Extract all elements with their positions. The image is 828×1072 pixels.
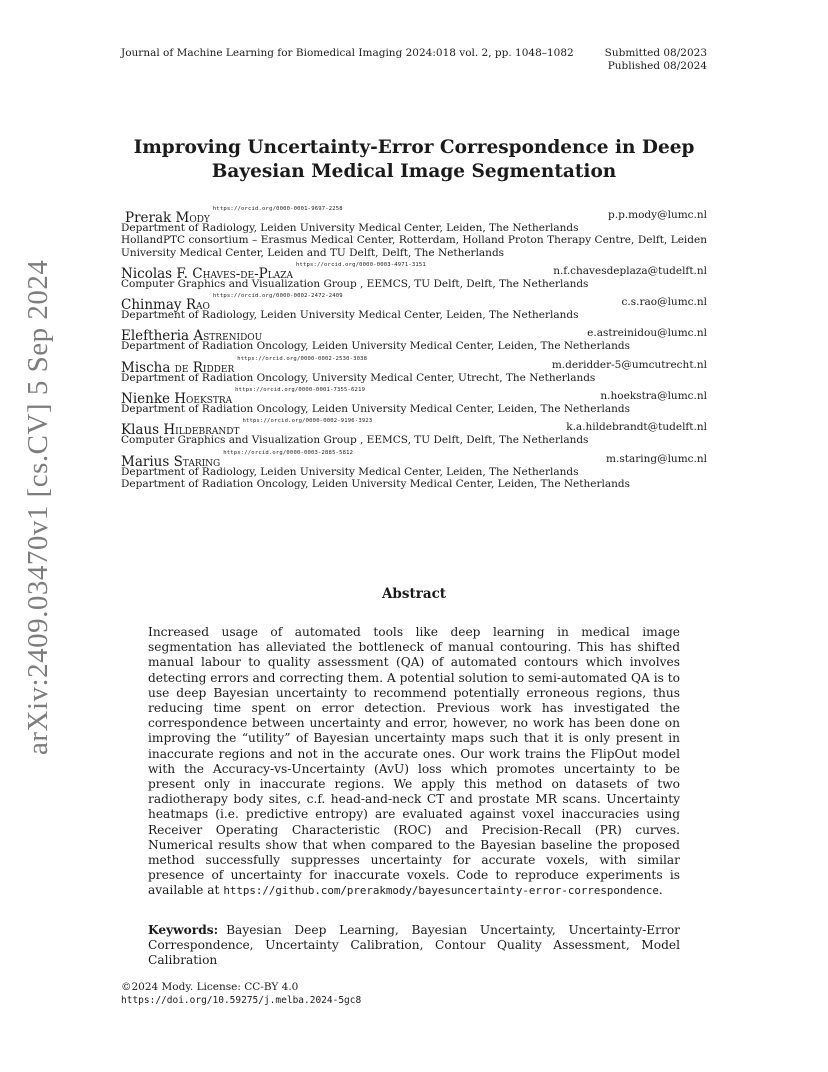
author-email[interactable]: n.f.chavesdeplaza@tudelft.nl bbox=[553, 264, 707, 277]
author-block bbox=[121, 419, 707, 446]
author-name: Prerak Mody bbox=[125, 210, 210, 226]
abstract-heading: Abstract bbox=[381, 586, 447, 602]
keywords-text: Bayesian Deep Learning, Bayesian Uncertainty, Uncertainty-Error Correspondence, Uncertainty Calibration, Contour Quality Assessment, Model Calibration bbox=[148, 923, 680, 968]
submission-dates bbox=[605, 47, 707, 73]
author-block bbox=[121, 325, 707, 352]
author-email[interactable]: k.a.hildebrandt@tudelft.nl bbox=[566, 421, 707, 434]
author-email[interactable]: m.staring@lumc.nl bbox=[606, 452, 707, 465]
author-email[interactable]: e.astreinidou@lumc.nl bbox=[587, 327, 707, 340]
orcid-link[interactable]: https://orcid.org/0000-0001-7355-6219 bbox=[235, 387, 366, 394]
author-name: Mischa de Ridder bbox=[121, 359, 235, 376]
abstract-text: Increased usage of automated tools like deep learning in medical image segmentation has alleviated the bottleneck of manual contouring. This has shifted manual labour to quality assessment (QA) of automated contours which involves detecting errors and correcting them. A potential solution to semi-automated QA is to use deep Bayesian uncertainty to recommend potentially erroneous regions, thus reducing time spent on error detection. Previous work has investigated the correspondence between uncertainty and error, however, no work has been done on improving the “utility” of Bayesian uncertainty maps such that it is only present in inaccurate regions and not in the accurate ones. Our work trains the FlipOut model with the Accuracy-vs-Uncertainty (AvU) loss which promotes uncertainty to be present only in inaccurate regions. We apply this method on datasets of two radiotherapy body sites, c.f. head-and-neck CT and prostate MR scans. Uncertainty heatmaps (i.e. predictive entropy) are evaluated against voxel inaccuracies using Receiver Operating Characteristic (ROC) and Precision-Recall (PR) curves. Numerical results show that when compared to the Bayesian baseline the proposed method successfully suppresses uncertainty for accurate voxels, with similar presence of uncertainty for inaccurate voxels. Code to reproduce experiments is available at bbox=[148, 625, 680, 898]
author-name: Chinmay Rao bbox=[121, 297, 210, 314]
affiliation: Department of Radiation Oncology, University Medical Center, Utrecht, The Netherlands bbox=[121, 371, 596, 384]
author-email[interactable]: n.hoekstra@lumc.nl bbox=[600, 390, 707, 403]
author-name: Klaus Hildebrandt bbox=[121, 422, 240, 439]
orcid-link[interactable]: https://orcid.org/0000-0002-2530-3038 bbox=[237, 355, 368, 362]
orcid-link[interactable]: https://orcid.org/0000-0001-9697-2258 bbox=[212, 206, 343, 212]
affiliation: Computer Graphics and Visualization Group , EEMCS, TU Delft, Delft, The Netherlands bbox=[121, 434, 589, 447]
orcid-link[interactable]: https://orcid.org/0000-0003-2885-5812 bbox=[223, 449, 354, 456]
submitted-date: Submitted 08/2023 bbox=[604, 47, 707, 59]
doi-link[interactable]: https://doi.org/10.59275/j.melba.2024-5gc8 bbox=[121, 995, 362, 1006]
author-email[interactable]: c.s.rao@lumc.nl bbox=[621, 296, 707, 309]
author-name: Eleftheria Astrenidou bbox=[121, 328, 263, 345]
author-block bbox=[121, 207, 707, 259]
published-date: Published 08/2024 bbox=[607, 60, 707, 72]
license-text: ©2024 Mody. License: CC-BY 4.0 bbox=[121, 981, 299, 993]
title-line-1: Improving Uncertainty-Error Correspondence in Deep bbox=[133, 137, 695, 158]
journal-info: Journal of Machine Learning for Biomedical Imaging 2024:018 vol. 2, pp. 1048–1082 bbox=[121, 47, 574, 59]
abstract-end: . bbox=[658, 883, 663, 898]
footer bbox=[121, 980, 361, 1008]
author-list bbox=[121, 207, 707, 494]
orcid-link[interactable]: https://orcid.org/0000-0002-9196-3923 bbox=[242, 418, 373, 425]
author-email[interactable]: p.p.mody@lumc.nl bbox=[608, 209, 707, 221]
author-block bbox=[121, 294, 707, 321]
author-email[interactable]: m.deridder-5@umcutrecht.nl bbox=[551, 358, 707, 371]
affiliation: Department of Radiology, Leiden University Medical Center, Leiden, The Netherlands bbox=[121, 222, 579, 234]
abstract-body bbox=[148, 625, 680, 899]
author-block bbox=[121, 357, 707, 384]
arxiv-watermark: arXiv:2409.03470v1 [cs.CV] 5 Sep 2024 bbox=[22, 259, 54, 755]
author-name: Marius Staring bbox=[121, 453, 221, 470]
author-name: Nicolas F. Chaves-de-Plaza bbox=[121, 265, 293, 282]
affiliation: Department of Radiology, Leiden University Medical Center, Leiden, The Netherlands bbox=[121, 465, 579, 478]
affiliation: Department of Radiation Oncology, Leiden University Medical Center, Leiden, The Netherlands bbox=[121, 340, 630, 353]
author-block bbox=[121, 388, 707, 415]
orcid-link[interactable]: https://orcid.org/0000-0003-4971-3151 bbox=[295, 261, 426, 268]
author-block bbox=[121, 263, 707, 290]
keywords-label: Keywords: bbox=[148, 923, 219, 937]
affiliation: Computer Graphics and Visualization Group , EEMCS, TU Delft, Delft, The Netherlands bbox=[121, 277, 589, 290]
affiliation: Department of Radiology, Leiden University Medical Center, Leiden, The Netherlands bbox=[121, 309, 579, 322]
code-repo-link[interactable]: https://github.com/prerakmody/bayesuncertainty-error-correspondence bbox=[223, 884, 659, 898]
title-line-2: Bayesian Medical Image Segmentation bbox=[211, 161, 617, 182]
author-block bbox=[121, 451, 707, 491]
affiliation: Department of Radiation Oncology, Leiden University Medical Center, Leiden, The Netherlands bbox=[121, 477, 630, 490]
orcid-link[interactable]: https://orcid.org/0000-0002-2472-2409 bbox=[212, 293, 343, 300]
paper-title bbox=[121, 136, 707, 184]
keywords-section bbox=[148, 923, 680, 969]
author-name: Nienke Hoekstra bbox=[121, 391, 233, 408]
affiliation: Department of Radiation Oncology, Leiden University Medical Center, Leiden, The Netherlands bbox=[121, 403, 630, 416]
affiliation: HollandPTC consortium – Erasmus Medical Center, Rotterdam, Holland Proton Therapy Centre, Delft, Leiden University Medical Center, Leiden and TU Delft, Delft, The Netherlands bbox=[121, 234, 707, 259]
